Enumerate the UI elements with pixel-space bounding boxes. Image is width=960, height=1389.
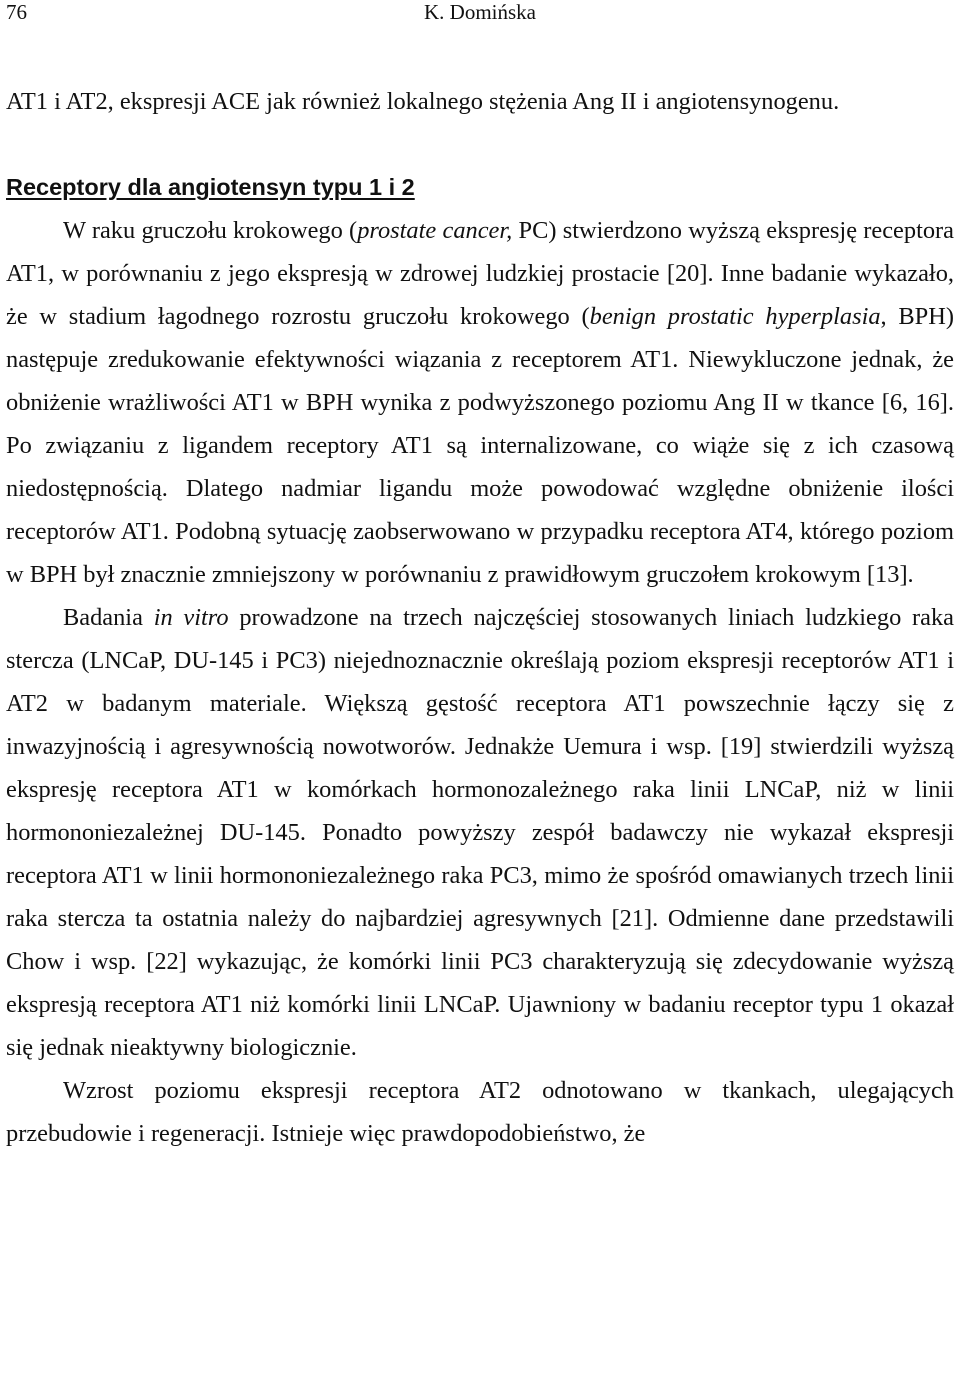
page-number: 76 xyxy=(6,0,27,24)
italic-term: in vitro xyxy=(153,604,229,631)
paragraph-in-vitro xyxy=(6,596,954,1069)
paragraph-text: W raku gruczołu krokowego ( xyxy=(63,217,358,244)
paragraph-text: Badania xyxy=(63,604,154,631)
running-header xyxy=(6,0,954,26)
italic-term: benign prostatic hyperplasia xyxy=(589,303,881,330)
italic-term: prostate cancer, xyxy=(357,217,513,244)
paragraph-pc-receptors xyxy=(6,209,954,596)
running-author: K. Domińska xyxy=(424,0,536,24)
paragraph-text: PC) stwierdzono wyższą ekspresję receptora AT1, w porównaniu z jego ekspresją w zdrowej ludzkiej prostacie [20]. Inne badanie wykazało, że w stadium łagodnego rozrostu gruczołu krokowego ( xyxy=(6,217,954,330)
body-text xyxy=(6,80,954,1155)
intro-paragraph: AT1 i AT2, ekspresji ACE jak również lokalnego stężenia Ang II i angiotensynogenu. xyxy=(6,88,840,115)
paragraph-at2: Wzrost poziomu ekspresji receptora AT2 odnotowano w tkankach, ulegających przebudowie i regeneracji. Istnieje więc prawdopodobieństwo, że xyxy=(6,1077,954,1147)
paragraph-text: prowadzone na trzech najczęściej stosowanych liniach ludzkiego raka stercza (LNCaP, DU-145 i PC3) niejednoznacznie określają poziom ekspresji receptorów AT1 i AT2 w badanym materiale. Większą gęstość receptora AT1 powszechnie łączy się z inwazyjnością i agresywnością nowotworów. Jednakże Uemura i wsp. [19] stwierdzili wyższą ekspresję receptora AT1 w komórkach hormonozależnego raka linii LNCaP, niż w linii hormononiezależnej DU-145. Ponadto powyższy zespół badawczy nie wykazał ekspresji receptora AT1 w linii hormononiezależnego raka PC3, mimo że spośród omawianych trzech linii raka stercza ta ostatnia należy do najbardziej agresywnych [21]. Odmienne dane przedstawili Chow i wsp. [22] wykazując, że komórki linii PC3 charakteryzują się zdecydowanie wyższą ekspresją receptora AT1 niż komórki linii LNCaP. Ujawniony w badaniu receptor typu 1 okazał się jednak nieaktywny biologicznie. xyxy=(6,604,955,1061)
section-heading: Receptory dla angiotensyn typu 1 i 2 xyxy=(6,174,415,200)
paragraph-text: , BPH) następuje zredukowanie efektywności wiązania z receptorem AT1. Niewykluczone jednak, że obniżenie wrażliwości AT1 w BPH wynika z podwyższonego poziomu Ang II w tkance [6, 16]. Po związaniu z ligandem receptory AT1 są internalizowane, co wiąże się z ich czasową niedostępnością. Dlatego nadmiar ligandu może powodować względne obniżenie ilości receptorów AT1. Podobną sytuację zaobserwowano w przypadku receptora AT4, którego poziom w BPH był znacznie zmniejszony w porównaniu z prawidłowym gruczołem krokowym [13]. xyxy=(6,303,954,588)
